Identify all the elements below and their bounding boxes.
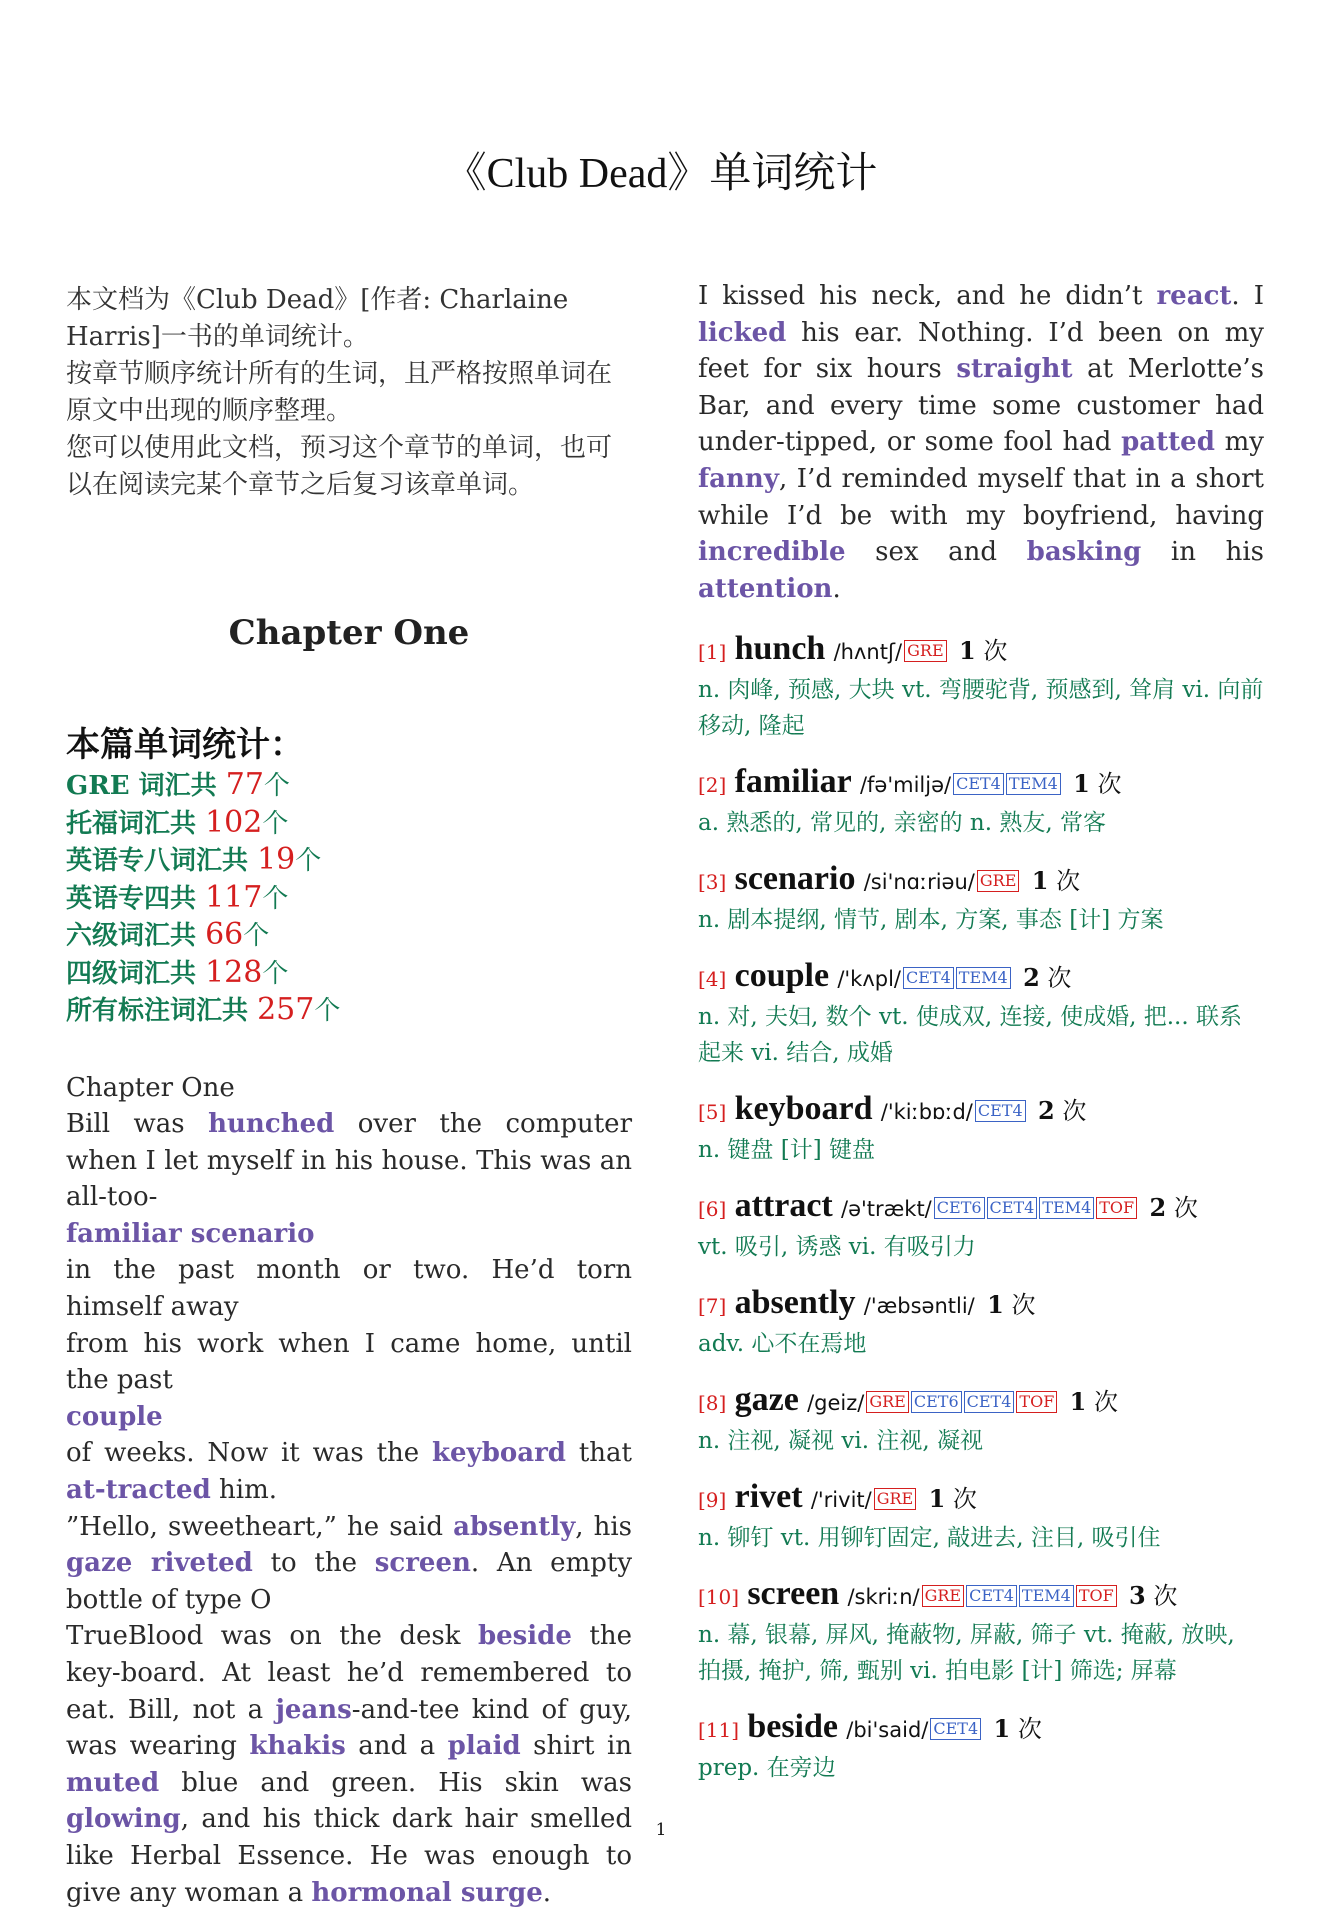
highlighted-word: gaze riveted: [66, 1548, 253, 1578]
intro-line: 本文档为《Club Dead》[作者: Charlaine Harris]一书的单词统计。: [66, 282, 632, 356]
entry-word: familiar: [735, 763, 852, 800]
stat-row: [66, 805, 632, 843]
entry-word: keyboard: [735, 1090, 873, 1127]
entry-phonetic: /'æbsəntli/: [864, 1294, 975, 1318]
document-title: 《Club Dead》单词统计: [0, 140, 1322, 200]
highlighted-word: keyboard: [432, 1438, 566, 1468]
entry-definition: n. 注视, 凝视 vi. 注视, 凝视: [698, 1423, 1264, 1459]
entry-count-unit: 次: [1146, 1582, 1178, 1610]
entry-header: [698, 1089, 1264, 1132]
entry-count-unit: 次: [1040, 964, 1072, 992]
entry-index: [3]: [698, 870, 726, 894]
entry-header: [698, 1574, 1264, 1617]
entry-word: attract: [735, 1187, 833, 1224]
stat-row: [66, 767, 632, 805]
highlighted-word: plaid: [448, 1731, 521, 1761]
entry-count-unit: 次: [945, 1485, 977, 1513]
entry-count: 2: [1015, 963, 1040, 992]
text-paragraph: in the past month or two. He’d torn himself away: [66, 1252, 632, 1325]
highlighted-word: couple: [66, 1402, 163, 1432]
entry-count-unit: 次: [1010, 1715, 1042, 1743]
entry-index: [8]: [698, 1391, 726, 1415]
entry-word: hunch: [735, 630, 826, 667]
highlighted-word: hunched: [208, 1109, 334, 1139]
entry-count: 1: [1065, 769, 1090, 798]
entry-header: [698, 1380, 1264, 1423]
stat-unit: 个: [262, 959, 288, 989]
text-paragraph: [66, 1216, 632, 1253]
entry-header: [698, 762, 1264, 805]
level-tag: GRE: [922, 1585, 965, 1607]
highlighted-word: straight: [956, 354, 1072, 384]
highlighted-word: hormonal surge: [311, 1878, 542, 1908]
level-tag: TEM4: [956, 967, 1011, 989]
stat-count: 102: [205, 805, 262, 840]
entry-count: 3: [1121, 1581, 1146, 1610]
intro-line: 您可以使用此文档，预习这个章节的单词，也可以在阅读完某个章节之后复习该章单词。: [66, 430, 632, 504]
highlighted-word: glowing: [66, 1804, 181, 1834]
level-tag: TOF: [1096, 1197, 1137, 1219]
stat-count: 66: [205, 917, 243, 952]
level-tag: GRE: [874, 1488, 917, 1510]
level-tag: TEM4: [1039, 1197, 1094, 1219]
entry-definition: n. 幕, 银幕, 屏风, 掩蔽物, 屏蔽, 筛子 vt. 掩蔽, 放映, 拍摄, 掩护, 筛, 甄别 vi. 拍电影 [计] 筛选; 屏幕: [698, 1617, 1264, 1689]
entry-count: 1: [985, 1714, 1010, 1743]
entry-definition: n. 铆钉 vt. 用铆钉固定, 敲进去, 注目, 吸引住: [698, 1520, 1264, 1556]
level-tag: GRE: [904, 640, 947, 662]
vocab-entry: [698, 1186, 1264, 1265]
entry-word: absently: [735, 1284, 856, 1321]
stat-label: 四级词汇共: [66, 959, 205, 989]
vocab-entry: [698, 1380, 1264, 1459]
entry-phonetic: /bi'said/: [846, 1718, 928, 1742]
intro-section: [66, 282, 632, 504]
stat-label: 英语专八词汇共: [66, 846, 257, 876]
intro-line: 按章节顺序统计所有的生词，且严格按照单词在原文中出现的顺序整理。: [66, 356, 632, 430]
text-paragraph: [66, 1399, 632, 1436]
level-tag: GRE: [866, 1391, 909, 1413]
stat-label: 英语专四共: [66, 884, 205, 914]
highlighted-word: incredible: [698, 537, 846, 567]
right-column: [698, 282, 1264, 1786]
stat-unit: 个: [264, 771, 290, 801]
stat-row: [66, 917, 632, 955]
entry-phonetic: /geiz/: [807, 1391, 864, 1415]
entry-count: 1: [1061, 1387, 1086, 1416]
entry-phonetic: /skriːn/: [847, 1585, 919, 1609]
stat-label: GRE 词汇共: [66, 771, 226, 801]
entry-header: [698, 1707, 1264, 1750]
vocab-entry: [698, 629, 1264, 744]
entry-word: screen: [747, 1575, 839, 1612]
entry-phonetic: /hʌntʃ/: [834, 640, 903, 664]
entry-word: scenario: [735, 860, 856, 897]
stat-row: [66, 955, 632, 993]
text-paragraph: of weeks. Now it was the keyboard that at-tracted him.: [66, 1435, 632, 1508]
highlighted-word: jeans: [275, 1695, 351, 1725]
entry-count: 2: [1030, 1096, 1055, 1125]
entry-phonetic: /'kiːbɒːd/: [881, 1100, 973, 1124]
stat-unit: 个: [295, 846, 321, 876]
entry-word: gaze: [735, 1381, 799, 1418]
highlighted-word: khakis: [249, 1731, 345, 1761]
level-tag: CET4: [975, 1100, 1026, 1122]
level-tag: TOF: [1016, 1391, 1057, 1413]
level-tag: CET4: [964, 1391, 1015, 1413]
entry-count: 1: [920, 1484, 945, 1513]
stat-row: [66, 842, 632, 880]
entry-phonetic: /fə'miljə/: [860, 773, 951, 797]
stat-count: 19: [257, 842, 295, 877]
highlighted-word: patted: [1121, 427, 1215, 457]
text-paragraph: TrueBlood was on the desk beside the key-board. At least he’d remembered to eat. Bill, not a jeans-and-tee kind of guy, was wearing khakis and a plaid shirt in muted blue and green. His skin was glowing, and his thick dark hair smelled like Herbal Essence. He was enough to give any woman a hormonal surge.: [66, 1618, 632, 1911]
level-tag: CET4: [930, 1718, 981, 1740]
text-paragraph: Chapter One: [66, 1070, 632, 1107]
stat-unit: 个: [314, 996, 340, 1026]
stat-row: [66, 880, 632, 918]
vocab-entry: [698, 1477, 1264, 1556]
entry-header: [698, 629, 1264, 672]
level-tag: CET6: [911, 1391, 962, 1413]
entry-count: 2: [1141, 1193, 1166, 1222]
level-tag: CET6: [934, 1197, 985, 1219]
entry-word: rivet: [735, 1478, 803, 1515]
vocabulary-list: [698, 629, 1264, 1786]
text-paragraph: ”Hello, sweetheart,” he said absently, his gaze riveted to the screen. An empty bottle of type O: [66, 1509, 632, 1619]
highlighted-word: muted: [66, 1768, 159, 1798]
chapter-text: [66, 1070, 632, 1911]
entry-definition: prep. 在旁边: [698, 1750, 1264, 1786]
entry-header: [698, 859, 1264, 902]
level-tag: CET4: [987, 1197, 1038, 1219]
entry-definition: a. 熟悉的, 常见的, 亲密的 n. 熟友, 常客: [698, 805, 1264, 841]
stat-label: 托福词汇共: [66, 809, 205, 839]
entry-header: [698, 1477, 1264, 1520]
highlighted-word: react: [1156, 281, 1231, 311]
highlighted-word: screen: [375, 1548, 471, 1578]
entry-count-unit: 次: [1048, 867, 1080, 895]
entry-definition: n. 键盘 [计] 键盘: [698, 1132, 1264, 1168]
entry-word: beside: [747, 1708, 838, 1745]
level-tag: CET4: [966, 1585, 1017, 1607]
entry-index: [4]: [698, 967, 726, 991]
entry-header: [698, 1186, 1264, 1229]
entry-index: [6]: [698, 1197, 726, 1221]
stat-row: [66, 992, 632, 1030]
entry-count-unit: 次: [1166, 1194, 1198, 1222]
chapter-heading: Chapter One: [66, 611, 632, 655]
level-tag: GRE: [977, 870, 1020, 892]
level-tag: CET4: [903, 967, 954, 989]
stats-list: [66, 767, 632, 1030]
entry-index: [10]: [698, 1585, 739, 1609]
stat-count: 77: [226, 767, 264, 802]
vocab-entry: [698, 1089, 1264, 1168]
highlighted-word: basking: [1027, 537, 1142, 567]
vocab-entry: [698, 1707, 1264, 1786]
entry-phonetic: /'kʌpl/: [837, 967, 901, 991]
vocab-entry: [698, 1283, 1264, 1362]
highlighted-word: at-tracted: [66, 1475, 211, 1505]
entry-index: [2]: [698, 773, 726, 797]
page-number: 1: [0, 1820, 1322, 1840]
entry-word: couple: [735, 957, 829, 994]
highlighted-word: licked: [698, 318, 786, 348]
highlighted-word: absently: [453, 1512, 575, 1542]
stat-label: 六级词汇共: [66, 921, 205, 951]
entry-count-unit: 次: [1055, 1097, 1087, 1125]
entry-definition: vt. 吸引, 诱惑 vi. 有吸引力: [698, 1229, 1264, 1265]
entry-index: [1]: [698, 640, 726, 664]
entry-phonetic: /'rivit/: [811, 1488, 872, 1512]
stat-count: 257: [257, 992, 314, 1027]
entry-definition: n. 肉峰, 预感, 大块 vt. 弯腰驼背, 预感到, 耸肩 vi. 向前移动, 隆起: [698, 672, 1264, 744]
entry-count: 1: [979, 1290, 1004, 1319]
stat-count: 117: [205, 880, 262, 915]
entry-definition: adv. 心不在焉地: [698, 1326, 1264, 1362]
chapter-text-continued: [698, 278, 1264, 607]
text-paragraph: Bill was hunched over the computer when I let myself in his house. This was an all-too-: [66, 1106, 632, 1216]
entry-count-unit: 次: [1090, 770, 1122, 798]
entry-count: 1: [951, 636, 976, 665]
entry-definition: n. 剧本提纲, 情节, 剧本, 方案, 事态 [计] 方案: [698, 902, 1264, 938]
highlighted-word: fanny: [698, 464, 779, 494]
stat-unit: 个: [262, 809, 288, 839]
entry-index: [11]: [698, 1718, 739, 1742]
entry-count-unit: 次: [976, 637, 1008, 665]
text-paragraph: I kissed his neck, and he didn’t react. I licked his ear. Nothing. I’d been on my feet for six hours straight at Merlotte’s Bar, and every time some customer had under-tipped, or some fool had patted my fanny, I’d reminded myself that in a short while I’d be with my boyfriend, having incredible sex and basking in his attention.: [698, 278, 1264, 607]
level-tag: TEM4: [1019, 1585, 1074, 1607]
level-tag: TOF: [1076, 1585, 1117, 1607]
level-tag: TEM4: [1006, 773, 1061, 795]
entry-index: [9]: [698, 1488, 726, 1512]
entry-phonetic: /si'nɑːriəu/: [864, 870, 975, 894]
entry-phonetic: /ə'trækt/: [841, 1197, 932, 1221]
entry-count-unit: 次: [1086, 1388, 1118, 1416]
stats-title: 本篇单词统计：: [66, 723, 632, 767]
entry-count-unit: 次: [1004, 1291, 1036, 1319]
vocab-entry: [698, 859, 1264, 938]
stat-label: 所有标注词汇共: [66, 996, 257, 1026]
entry-header: [698, 1283, 1264, 1326]
text-paragraph: from his work when I came home, until the past: [66, 1326, 632, 1399]
entry-header: [698, 956, 1264, 999]
left-column: [66, 282, 632, 1911]
level-tag: CET4: [953, 773, 1004, 795]
entry-index: [5]: [698, 1100, 726, 1124]
vocab-entry: [698, 956, 1264, 1071]
highlighted-word: attention: [698, 574, 832, 604]
highlighted-word: beside: [478, 1621, 572, 1651]
stat-unit: 个: [243, 921, 269, 951]
entry-definition: n. 对, 夫妇, 数个 vt. 使成双, 连接, 使成婚, 把... 联系起来 vi. 结合, 成婚: [698, 999, 1264, 1071]
stat-count: 128: [205, 955, 262, 990]
entry-count: 1: [1023, 866, 1048, 895]
vocab-entry: [698, 762, 1264, 841]
vocab-entry: [698, 1574, 1264, 1689]
highlighted-word: familiar scenario: [66, 1219, 314, 1249]
stat-unit: 个: [262, 884, 288, 914]
entry-index: [7]: [698, 1294, 726, 1318]
